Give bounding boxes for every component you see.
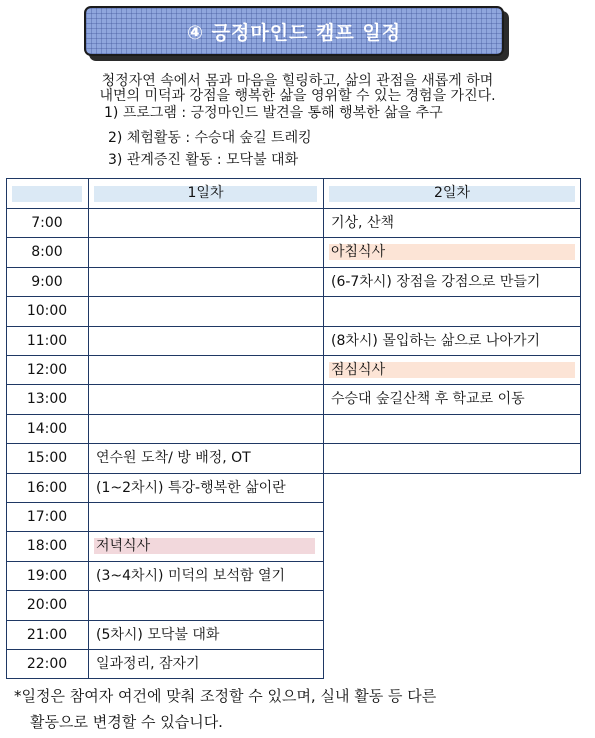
day1-activity: (5차시) 모닥불 대화 xyxy=(96,626,220,643)
day2-cell xyxy=(323,414,581,444)
day1-cell xyxy=(88,502,324,532)
day2-activity: 기상, 산책 xyxy=(331,215,394,231)
day2-activity: (6-7차시) 장점을 강점으로 만들기 xyxy=(331,273,541,290)
time-label: 9:00 xyxy=(31,273,63,290)
day1-cell xyxy=(88,590,324,620)
time-label: 14:00 xyxy=(26,420,68,437)
time-label: 15:00 xyxy=(26,450,68,467)
day1-cell xyxy=(88,326,324,356)
day2-cell xyxy=(323,296,581,326)
program-item-2: 2) 체험활동 : 수승대 숲길 트레킹 xyxy=(108,130,312,146)
day1-cell xyxy=(88,296,324,326)
intro-line-2: 내면의 미덕과 강점을 행복한 삶을 영위할 수 있는 경험을 가진다. xyxy=(99,88,496,104)
footnote-line-2: 활동으로 변경할 수 있습니다. xyxy=(30,713,223,731)
time-label: 13:00 xyxy=(26,391,68,408)
header-bar-time xyxy=(12,186,82,202)
time-label: 17:00 xyxy=(26,509,68,525)
time-label: 18:00 xyxy=(26,538,68,555)
day1-cell xyxy=(88,355,324,385)
program-item-1: 1) 프로그램 : 긍정마인드 발견을 통해 행복한 삶을 추구 xyxy=(104,105,443,121)
intro-line-1: 청정자연 속에서 몸과 마음을 힐링하고, 삶의 관점을 새롭게 하며 xyxy=(101,73,494,89)
time-label: 7:00 xyxy=(31,215,63,231)
time-label: 21:00 xyxy=(26,626,68,643)
day1-cell xyxy=(88,414,324,444)
time-label: 20:00 xyxy=(26,597,68,614)
header-day1: 1일차 xyxy=(187,185,224,201)
day1-cell xyxy=(88,208,324,238)
day1-activity: 일과정리, 잠자기 xyxy=(96,656,200,672)
day1-activity: (3~4차시) 미덕의 보석함 열기 xyxy=(96,567,286,584)
time-label: 11:00 xyxy=(26,332,68,349)
schedule-table xyxy=(6,178,581,679)
time-label: 16:00 xyxy=(26,479,68,496)
day2-activity: (8차시) 몰입하는 삶으로 나아가기 xyxy=(331,332,540,349)
day2-activity: 수승대 숲길산책 후 학교로 이동 xyxy=(331,391,525,408)
day1-cell xyxy=(88,237,324,267)
day1-cell xyxy=(88,267,324,297)
day1-activity: 연수원 도착/ 방 배정, OT xyxy=(96,450,251,467)
day1-activity: (1~2차시) 특강-행복한 삶이란 xyxy=(96,479,286,496)
day1-activity: 저녁식사 xyxy=(96,538,151,555)
day2-activity: 아침식사 xyxy=(331,244,386,261)
time-label: 12:00 xyxy=(26,362,68,378)
time-label: 10:00 xyxy=(26,303,68,320)
time-label: 19:00 xyxy=(26,567,68,584)
time-label: 8:00 xyxy=(31,244,63,261)
page-title: ④ 긍정마인드 캠프 일정 xyxy=(84,6,504,56)
day2-cell xyxy=(323,443,581,473)
time-label: 22:00 xyxy=(26,656,68,672)
footnote-line-1: *일정은 참여자 여건에 맞춰 조정할 수 있으며, 실내 활동 등 다른 xyxy=(14,687,437,705)
header-day2: 2일차 xyxy=(434,185,470,201)
program-item-3: 3) 관계증진 활동 : 모닥불 대화 xyxy=(108,152,299,168)
day1-cell xyxy=(88,384,324,414)
day2-activity: 점심식사 xyxy=(331,362,386,378)
